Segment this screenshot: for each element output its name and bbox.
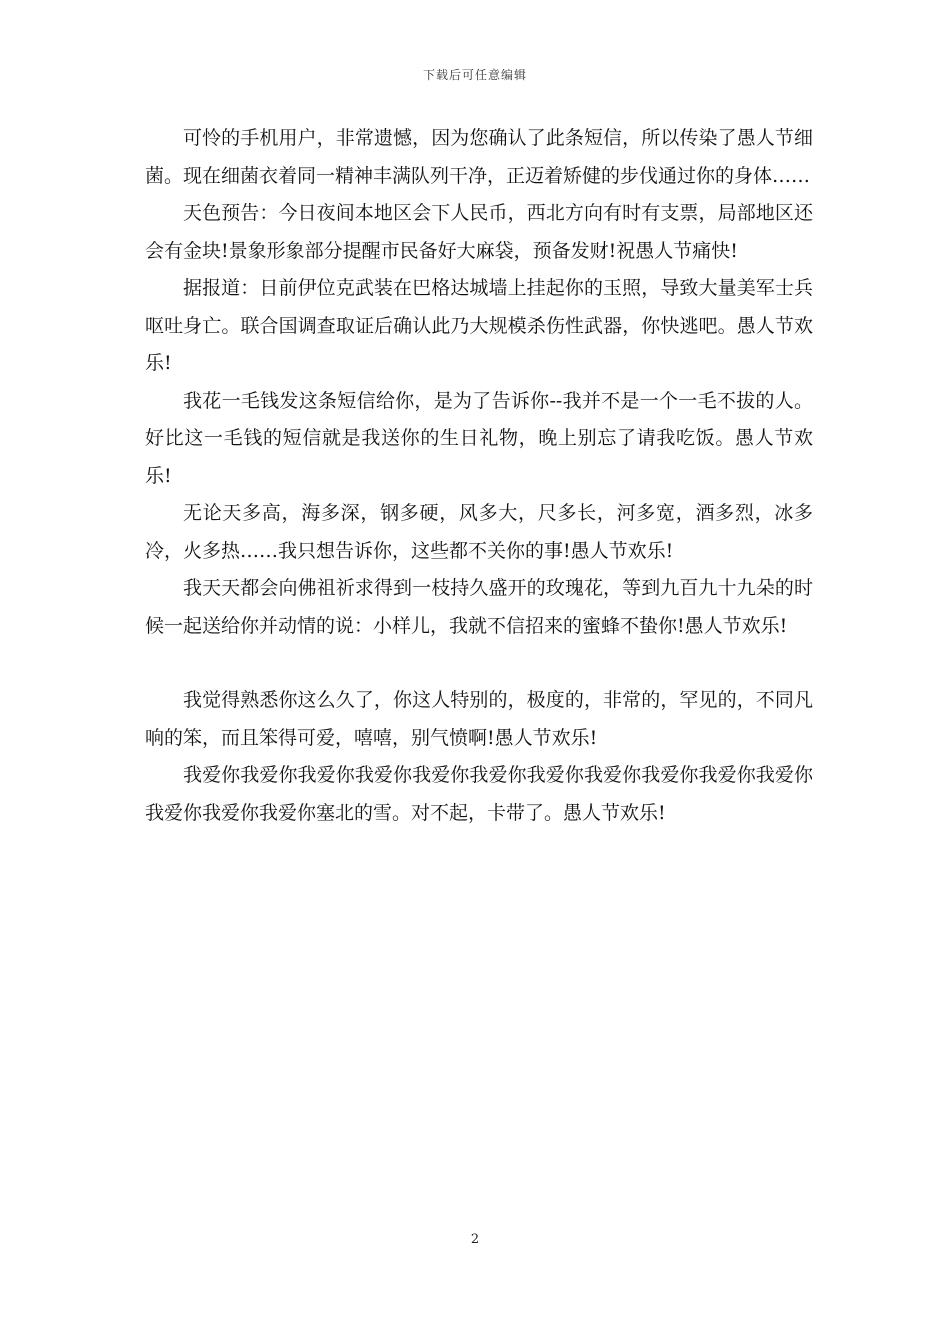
paragraph-spacer <box>145 645 813 682</box>
document-body <box>145 120 813 832</box>
paragraph-7: 我觉得熟悉你这么久了，你这人特别的，极度的，非常的，罕见的，不同凡响的笨，而且笨得可爱，嘻嘻，别气愤啊!愚人节欢乐! <box>145 689 813 749</box>
paragraph-4: 我花一毛钱发这条短信给你，是为了告诉你--我并不是一个一毛不拔的人。好比这一毛钱的短信就是我送你的生日礼物，晚上别忘了请我吃饭。愚人节欢乐! <box>145 389 813 487</box>
paragraph-8: 我爱你我爱你我爱你我爱你我爱你我爱你我爱你我爱你我爱你我爱你我爱你我爱你我爱你我爱你塞北的雪。对不起，卡带了。愚人节欢乐! <box>145 764 813 824</box>
paragraph-2: 天色预告：今日夜间本地区会下人民币，西北方向有时有支票，局部地区还会有金块!景象形象部分提醒市民备好大麻袋，预备发财!祝愚人节痛快! <box>145 202 813 262</box>
page-number: 2 <box>470 1232 480 1247</box>
paragraph-6: 我天天都会向佛祖祈求得到一枝持久盛开的玫瑰花，等到九百九十九朵的时候一起送给你并动情的说：小样儿，我就不信招来的蜜蜂不蛰你!愚人节欢乐! <box>145 577 813 637</box>
page-header: 下载后可任意编辑 <box>422 68 527 82</box>
paragraph-5: 无论天多高，海多深，钢多硬，风多大，尺多长，河多宽，酒多烈，冰多冷，火多热……我只想告诉你，这些都不关你的事!愚人节欢乐! <box>145 502 813 562</box>
paragraph-3: 据报道：日前伊位克武装在巴格达城墙上挂起你的玉照，导致大量美军士兵呕吐身亡。联合国调查取证后确认此乃大规模杀伤性武器，你快逃吧。愚人节欢乐! <box>145 277 813 374</box>
paragraph-1: 可怜的手机用户，非常遗憾，因为您确认了此条短信，所以传染了愚人节细菌。现在细菌衣着同一精神丰满队列干净，正迈着矫健的步伐通过你的身体…… <box>145 127 813 187</box>
